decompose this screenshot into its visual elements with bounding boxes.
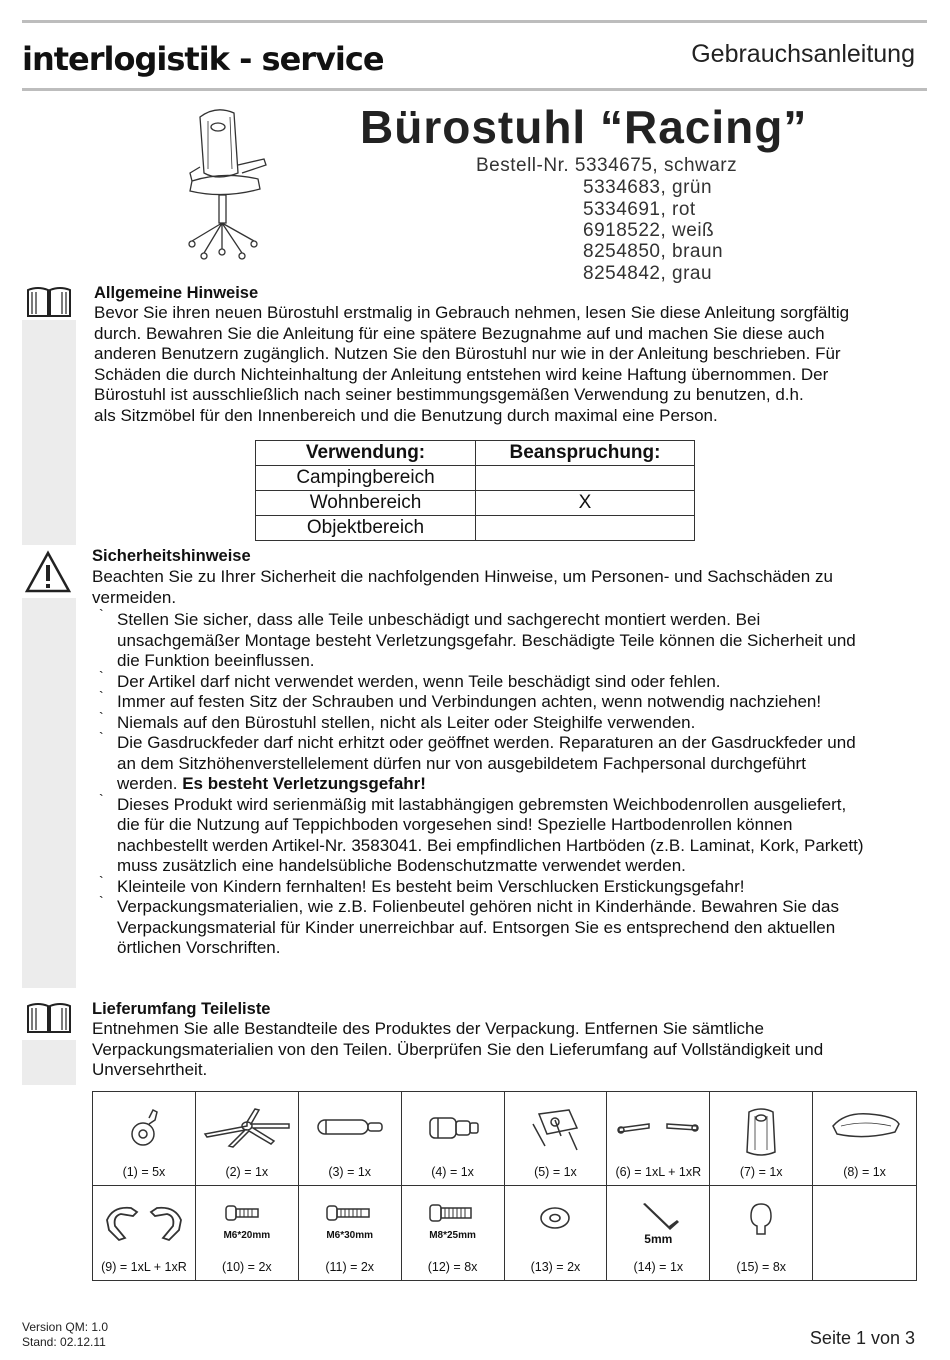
part-cell — [505, 1186, 608, 1280]
screw-icon — [222, 1200, 272, 1226]
allen-key-icon — [633, 1200, 683, 1236]
screw-icon — [323, 1200, 377, 1226]
table-cell: X — [476, 491, 695, 516]
part-cell — [607, 1092, 710, 1186]
part-cell — [93, 1186, 196, 1280]
text-line: Beachten Sie zu Ihrer Sicherheit die nachfolgenden Hinweise, um Personen- und Sachschäden zu — [92, 567, 833, 586]
list-item — [92, 708, 922, 734]
list-item — [92, 790, 922, 877]
table-row — [256, 491, 695, 516]
caster-icon — [119, 1106, 169, 1150]
text-line: anderen Benutzern zugänglich. Nutzen Sie den Bürostuhl nur wie in der Anleitung beschrieben. Für — [94, 344, 841, 363]
warning-bold-text: Es besteht Verletzungsgefahr! — [182, 774, 426, 793]
text-line: Bevor Sie ihren neuen Bürostuhl erstmalig in Gebrauch nehmen, lesen Sie diese Anleitung sorgfältig — [94, 303, 850, 322]
sidebar-delivery — [22, 1040, 76, 1085]
part-label: (2) = 1x — [225, 1165, 269, 1179]
text-line: Schäden die durch Nichteinhaltung der Anleitung entstehen wird keine Haftung übernommen. Der — [94, 364, 829, 384]
table-cell: Campingbereich — [256, 466, 476, 491]
text-line: als Sitzmöbel für den Innenbereich und die Benutzung durch maximal eine Person. — [94, 405, 718, 425]
sidebar-general — [22, 320, 76, 545]
mechanism-icon — [525, 1106, 585, 1154]
bullet-mark: ` — [99, 667, 104, 684]
cap-icon — [743, 1200, 779, 1240]
text-line: durch. Bewahren Sie die Anleitung für eine spätere Bezugnahme auf und machen Sie diese auch — [94, 323, 825, 343]
part-cell — [196, 1092, 299, 1186]
order-number-line: 8254842, grau — [583, 263, 713, 284]
table-header-cell: Verwendung: — [256, 441, 476, 466]
text-line: Immer auf festen Sitz der Schrauben und Verbindungen achten, wenn notwendig nachziehen! — [117, 692, 822, 711]
footer-meta — [22, 1320, 108, 1350]
book-icon — [24, 284, 74, 320]
product-title: Bürostuhl “Racing” — [360, 101, 808, 153]
order-number-line: 6918522, weiß — [583, 220, 715, 241]
table-header-row — [256, 441, 695, 466]
text-line: Verpackungsmaterial für Kinder unerreichbar auf. Entsorgen Sie es entsprechend den aktuellen — [117, 917, 836, 937]
table-header-cell: Beanspruchung: — [476, 441, 695, 466]
table-cell — [476, 466, 695, 491]
text-line: muss zusätzlich eine handelsübliche Bodenschutzmatte verwendet werden. — [117, 856, 686, 875]
text-line: Die Gasdruckfeder darf nicht erhitzt oder geöffnet werden. Reparaturen an der Gasdruckfeder und — [117, 733, 856, 752]
part-label: (7) = 1x — [739, 1165, 783, 1179]
part-label: (8) = 1x — [843, 1165, 886, 1179]
order-number-line: Bestell-Nr. 5334675, schwarz — [476, 155, 738, 176]
document-type: Gebrauchsanleitung — [691, 40, 915, 68]
safety-heading: Sicherheitshinweise — [92, 547, 251, 565]
text-line: Entnehmen Sie alle Bestandteile des Produktes der Verpackung. Entfernen Sie sämtliche — [92, 1019, 764, 1038]
office-chair-image — [178, 103, 274, 263]
top-rule — [22, 20, 927, 23]
page-number: Seite 1 von 3 — [809, 1328, 915, 1348]
text-fragment: werden. — [117, 774, 178, 793]
part-label: (14) = 1x — [633, 1260, 684, 1274]
bracket-icon — [613, 1106, 703, 1150]
text-line: Stellen Sie sicher, dass alle Teile unbeschädigt und sachgerecht montiert werden. Bei — [117, 610, 761, 629]
list-item — [92, 606, 922, 672]
book-icon — [24, 1000, 74, 1036]
order-number-line: 8254850, braun — [583, 241, 724, 262]
part-label: (15) = 8x — [736, 1260, 787, 1274]
text-line: Niemals auf den Bürostuhl stellen, nicht als Leiter oder Steighilfe verwenden. — [117, 712, 696, 732]
bullet-mark: ` — [99, 688, 104, 704]
usage-table — [255, 440, 695, 541]
part-cell — [299, 1092, 402, 1186]
order-number-line: 5334683, grün — [583, 177, 713, 198]
bullet-mark: ` — [99, 606, 104, 622]
delivery-text — [92, 1019, 922, 1081]
text-line: Verpackungsmaterialien von den Teilen. Überprüfen Sie den Lieferumfang auf Vollständigkeit und — [92, 1039, 824, 1059]
bullet-mark: ` — [99, 893, 104, 909]
text-line: Dieses Produkt wird serienmäßig mit lastabhängigen gebremsten Weichbodenrollen ausgeliefert, — [117, 794, 847, 814]
general-text — [94, 303, 924, 426]
text-line: vermeiden. — [92, 587, 177, 607]
part-label: (13) = 2x — [530, 1260, 581, 1274]
list-item — [92, 872, 922, 898]
text-line: örtlichen Vorschriften. — [117, 938, 281, 957]
part-cell-empty — [813, 1186, 916, 1280]
date-text: Stand: 02.12.11 — [22, 1335, 106, 1349]
cover-tube-icon — [418, 1106, 488, 1150]
part-cell — [196, 1186, 299, 1280]
part-cell — [813, 1092, 916, 1186]
part-label: (4) = 1x — [431, 1165, 474, 1179]
order-number-line: 5334691, rot — [583, 199, 696, 220]
part-cell — [402, 1092, 505, 1186]
screw-icon — [426, 1200, 480, 1226]
sidebar-safety — [22, 598, 76, 988]
list-item — [92, 729, 922, 795]
bullet-mark: ` — [99, 872, 104, 889]
list-item — [92, 893, 922, 959]
safety-list — [92, 606, 922, 959]
text-line: die für die Nutzung auf Teppichboden vorgesehen sind! Spezielle Hartbodenrollen können — [117, 815, 793, 834]
table-cell — [476, 516, 695, 541]
table-cell: Wohnbereich — [256, 491, 476, 516]
table-row — [256, 466, 695, 491]
table-row — [256, 516, 695, 541]
part-size-tag: M8*25mm — [429, 1230, 476, 1241]
part-size-tag: 5mm — [644, 1232, 673, 1246]
text-line: Bürostuhl ist ausschließlich nach seiner bestimmungsgemäßen Verwendung zu benutzen, d.h. — [94, 385, 804, 404]
part-label: (5) = 1x — [534, 1165, 577, 1179]
text-line: Der Artikel darf nicht verwendet werden, wenn Teile beschädigt sind oder fehlen. — [117, 671, 721, 691]
part-label: (10) = 2x — [221, 1260, 272, 1274]
part-cell — [710, 1092, 813, 1186]
gas-spring-icon — [310, 1106, 390, 1150]
text-line: die Funktion beeinflussen. — [117, 651, 315, 670]
part-cell — [299, 1186, 402, 1280]
safety-intro — [92, 567, 922, 608]
text-line: an dem Sitzhöhenverstellelement dürfen nur von ausgebildetem Fachpersonal durchgeführt — [117, 753, 806, 773]
warning-icon — [24, 550, 72, 594]
part-cell — [710, 1186, 813, 1280]
text-line: nachbestellt werden Artikel-Nr. 3583041. Bei empfindlichen Hartböden (z.B. Laminat, Kork, Parkett) — [117, 835, 864, 855]
bullet-mark: ` — [99, 708, 104, 725]
armrest-icon — [99, 1200, 189, 1246]
parts-grid — [92, 1091, 917, 1281]
header-rule — [22, 88, 927, 91]
general-heading: Allgemeine Hinweise — [94, 284, 259, 302]
part-size-tag: M6*20mm — [223, 1230, 271, 1241]
part-size-tag: M6*30mm — [326, 1230, 374, 1241]
text-line: Kleinteile von Kindern fernhalten! Es besteht beim Verschlucken Erstickungsgefahr! — [117, 876, 745, 896]
part-label: (3) = 1x — [328, 1165, 372, 1179]
bullet-mark: ` — [99, 729, 104, 745]
part-label: (12) = 8x — [427, 1260, 478, 1274]
part-cell — [607, 1186, 710, 1280]
text-line: Unversehrtheit. — [92, 1060, 208, 1079]
delivery-heading: Lieferumfang Teileliste — [92, 1000, 271, 1018]
brand-logo: interlogistik - service — [22, 40, 384, 78]
list-item — [92, 688, 922, 713]
text-line: Verpackungsmaterialien, wie z.B. Folienbeutel gehören nicht in Kinderhände. Bewahren Sie das — [117, 897, 840, 916]
bullet-mark: ` — [99, 790, 104, 807]
text-line: unsachgemäßer Montage besteht Verletzungsgefahr. Beschädigte Teile können die Sicherheit und — [117, 630, 856, 650]
backrest-icon — [739, 1106, 783, 1158]
part-label: (11) = 2x — [325, 1260, 375, 1274]
list-item — [92, 667, 922, 693]
part-label: (9) = 1xL + 1xR — [101, 1260, 187, 1274]
part-cell — [402, 1186, 505, 1280]
text-line — [117, 774, 922, 795]
part-cell — [93, 1092, 196, 1186]
version-text: Version QM: 1.0 — [22, 1320, 109, 1334]
star-base-icon — [199, 1106, 295, 1150]
part-label: (1) = 5x — [122, 1165, 166, 1179]
part-cell — [505, 1092, 608, 1186]
seat-icon — [825, 1106, 905, 1146]
part-label: (6) = 1xL + 1xR — [615, 1165, 702, 1179]
washer-icon — [535, 1200, 575, 1236]
table-cell: Objektbereich — [256, 516, 476, 541]
